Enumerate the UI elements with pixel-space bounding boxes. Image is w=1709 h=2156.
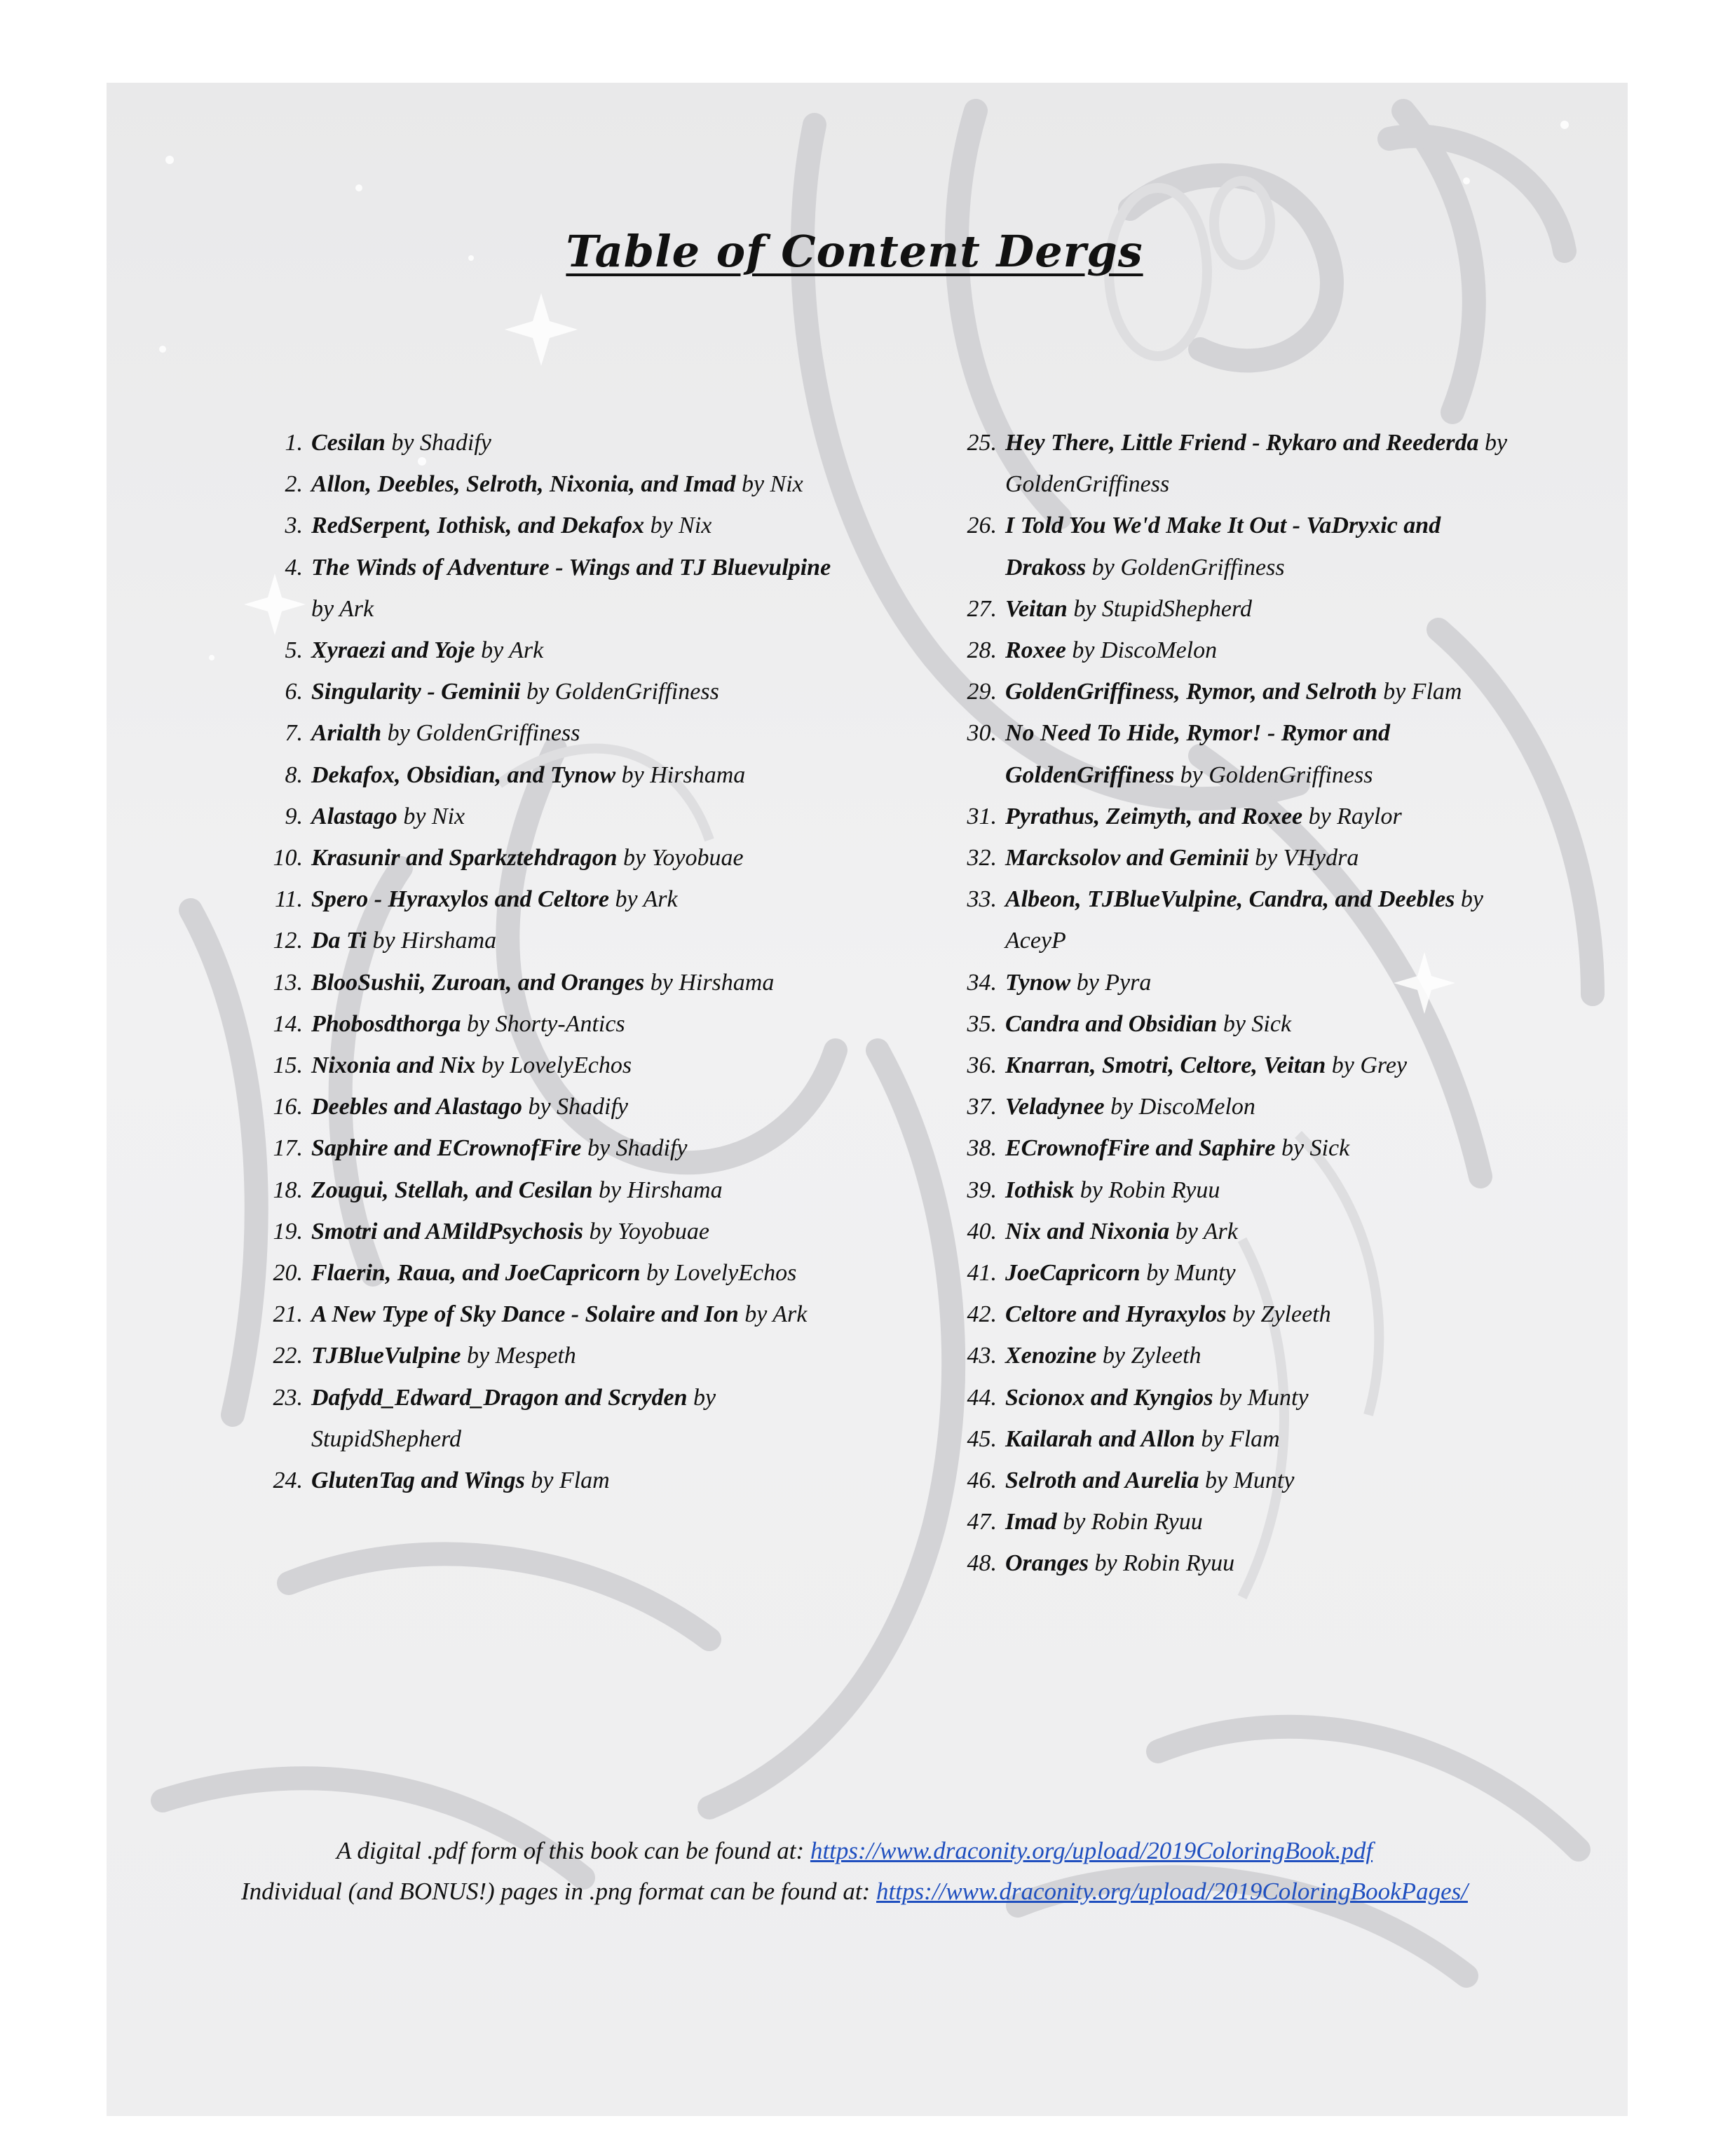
toc-entry-text: [1005, 1086, 1516, 1127]
toc-right-column: [955, 422, 1516, 1585]
toc-entry-title: Knarran, Smotri, Celtore, Veitan: [1005, 1052, 1326, 1079]
toc-left-column: [261, 422, 836, 1501]
toc-entry: [955, 1543, 1516, 1584]
toc-entry-text: [1005, 1294, 1516, 1335]
toc-entry-artist: by LovelyEchos: [481, 1052, 632, 1079]
toc-entry-number: 33.: [967, 886, 997, 913]
toc-entry-artist: by Shorty-Antics: [467, 1010, 625, 1037]
toc-entry: [261, 1169, 836, 1211]
toc-entry-title: Tynow: [1005, 969, 1071, 996]
toc-entry: [261, 712, 836, 754]
toc-entry: [261, 1086, 836, 1127]
toc-entry: [261, 1460, 836, 1501]
toc-entry-number: 20.: [273, 1260, 303, 1287]
toc-entry-title: No Need To Hide, Rymor! - Rymor and GoldenGriffiness: [1005, 720, 1391, 788]
toc-entry-title: Hey There, Little Friend - Rykaro and Reederda: [1005, 430, 1479, 456]
toc-entry-text: [1005, 1127, 1516, 1169]
toc-entry-number: 40.: [967, 1218, 997, 1245]
toc-entry-number: 14.: [273, 1010, 303, 1037]
toc-entry-artist: by Yoyobuae: [623, 845, 744, 872]
toc-entry-artist: by Flam: [1383, 679, 1462, 705]
toc-entry-text: [311, 671, 836, 712]
toc-entry: [261, 879, 836, 920]
toc-entry-number: 23.: [273, 1384, 303, 1411]
toc-entry-text: [311, 463, 836, 505]
toc-entry-text: [1005, 1543, 1516, 1584]
toc-entry-number: 6.: [285, 679, 303, 705]
toc-entry: [955, 1086, 1516, 1127]
toc-entry-title: RedSerpent, Iothisk, and Dekafox: [311, 513, 645, 539]
toc-entry-artist: by Hirshama: [621, 761, 746, 788]
toc-entry-title: Krasunir and Sparkztehdragon: [311, 845, 618, 872]
toc-entry-title: Veitan: [1005, 595, 1068, 622]
toc-entry: [261, 1335, 836, 1376]
toc-entry: [261, 754, 836, 796]
toc-entry: [955, 630, 1516, 671]
png-pages-text: Individual (and BONUS!) pages in .png format can be found at:: [241, 1878, 871, 1905]
toc-entry-text: [311, 1211, 836, 1252]
toc-entry: [261, 1003, 836, 1045]
toc-entry-number: 46.: [967, 1467, 997, 1494]
toc-entry-number: 3.: [285, 513, 303, 539]
toc-entry-number: 8.: [285, 761, 303, 788]
toc-entry-number: 38.: [967, 1135, 997, 1162]
toc-entry: [261, 962, 836, 1003]
toc-entry-title: Flaerin, Raua, and JoeCapricorn: [311, 1260, 641, 1287]
toc-entry-number: 17.: [273, 1135, 303, 1162]
toc-entry-artist: by Nix: [650, 513, 712, 539]
toc-entry-number: 16.: [273, 1094, 303, 1120]
toc-entry-artist: by Hirshama: [599, 1177, 723, 1203]
toc-entry: [261, 422, 836, 463]
toc-entry-number: 7.: [285, 720, 303, 747]
toc-entry-number: 21.: [273, 1301, 303, 1328]
toc-entry-title: Albeon, TJBlueVulpine, Candra, and Deebles: [1005, 886, 1455, 913]
toc-entry: [955, 1294, 1516, 1335]
toc-entry-number: 48.: [967, 1550, 997, 1577]
toc-entry: [955, 1127, 1516, 1169]
toc-entry-text: [1005, 837, 1516, 879]
toc-entry-artist: by Flam: [1201, 1425, 1280, 1452]
toc-entry-title: Dafydd_Edward_Dragon and Scryden: [311, 1384, 688, 1411]
toc-entry-number: 10.: [273, 845, 303, 872]
toc-entry: [261, 630, 836, 671]
toc-entry-artist: by Sick: [1281, 1135, 1350, 1162]
toc-entry-artist: by GoldenGriffiness: [1005, 430, 1508, 498]
toc-entry-title: GlutenTag and Wings: [311, 1467, 525, 1494]
toc-entry-artist: by DiscoMelon: [1110, 1094, 1255, 1120]
toc-entry-text: [1005, 1377, 1516, 1418]
toc-entry: [955, 505, 1516, 588]
toc-entry-artist: by StupidShepherd: [311, 1384, 716, 1452]
toc-entry-number: 30.: [967, 720, 997, 747]
toc-entry: [261, 505, 836, 546]
toc-entry-number: 18.: [273, 1177, 303, 1203]
toc-entry-artist: by Ark: [1175, 1218, 1238, 1245]
toc-entry-title: GoldenGriffiness, Rymor, and Selroth: [1005, 679, 1377, 705]
toc-entry-text: [311, 422, 836, 463]
toc-entry: [955, 1169, 1516, 1211]
toc-entry-title: Alastago: [311, 803, 397, 829]
toc-entry-title: Selroth and Aurelia: [1005, 1467, 1199, 1494]
toc-entry-title: Celtore and Hyraxylos: [1005, 1301, 1227, 1328]
toc-entry: [261, 1377, 836, 1460]
toc-entry-number: 34.: [967, 969, 997, 996]
toc-entry-artist: by Robin Ryuu: [1063, 1509, 1203, 1535]
toc-entry-artist: by GoldenGriffiness: [526, 679, 719, 705]
toc-entry: [955, 1377, 1516, 1418]
toc-entry-title: Nix and Nixonia: [1005, 1218, 1170, 1245]
pdf-download-text: A digital .pdf form of this book can be found at:: [336, 1837, 805, 1864]
toc-entry-text: [311, 962, 836, 1003]
toc-entry-artist: by Ark: [481, 637, 544, 664]
toc-entry-text: [311, 837, 836, 879]
toc-entry: [261, 1211, 836, 1252]
toc-entry-artist: by Zyleeth: [1102, 1343, 1201, 1369]
toc-entry-artist: by LovelyEchos: [646, 1260, 797, 1287]
toc-entry-number: 12.: [273, 928, 303, 954]
toc-entry-text: [311, 1377, 836, 1460]
toc-entry-title: Imad: [1005, 1509, 1057, 1535]
toc-entry-number: 32.: [967, 845, 997, 872]
toc-entry-artist: by Shadify: [391, 430, 491, 456]
toc-entry-artist: by Hirshama: [650, 969, 775, 996]
toc-entry-text: [1005, 796, 1516, 837]
toc-entry-title: Xyraezi and Yoje: [311, 637, 475, 664]
toc-entry-artist: by GoldenGriffiness: [1180, 761, 1373, 788]
toc-entry: [955, 1418, 1516, 1460]
toc-entry-title: Roxee: [1005, 637, 1066, 664]
toc-entry-artist: by Mespeth: [467, 1343, 576, 1369]
toc-entry-number: 24.: [273, 1467, 303, 1494]
toc-entry: [955, 1211, 1516, 1252]
toc-entry-text: [1005, 1045, 1516, 1086]
toc-entry-title: Arialth: [311, 720, 382, 747]
toc-entry-title: I Told You We'd Make It Out - VaDryxic and Drakoss: [1005, 513, 1441, 581]
toc-entry-text: [311, 1003, 836, 1045]
toc-entry-number: 45.: [967, 1425, 997, 1452]
toc-entry-number: 42.: [967, 1301, 997, 1328]
toc-entry-artist: by Zyleeth: [1232, 1301, 1331, 1328]
toc-entry-text: [1005, 1418, 1516, 1460]
toc-entry: [261, 920, 836, 961]
toc-entry-text: [311, 712, 836, 754]
toc-entry-number: 29.: [967, 679, 997, 705]
toc-entry: [261, 1294, 836, 1335]
toc-entry-title: Pyrathus, Zeimyth, and Roxee: [1005, 803, 1303, 829]
toc-entry-artist: by Munty: [1219, 1384, 1309, 1411]
toc-entry: [261, 837, 836, 879]
toc-entry: [955, 1252, 1516, 1294]
toc-entry-artist: by GoldenGriffiness: [1091, 554, 1285, 581]
toc-entry-text: [311, 1460, 836, 1501]
toc-entry-number: 25.: [967, 430, 997, 456]
toc-entry-text: [1005, 1460, 1516, 1501]
toc-entry-text: [311, 630, 836, 671]
toc-entry-title: Singularity - Geminii: [311, 679, 521, 705]
toc-entry-text: [311, 1086, 836, 1127]
toc-entry-text: [311, 1335, 836, 1376]
toc-entry-number: 39.: [967, 1177, 997, 1203]
toc-entry-number: 27.: [967, 595, 997, 622]
toc-entry: [261, 1252, 836, 1294]
toc-entry-number: 41.: [967, 1260, 997, 1287]
toc-entry-text: [311, 796, 836, 837]
toc-entry-artist: by Munty: [1146, 1260, 1236, 1287]
toc-entry-text: [1005, 588, 1516, 630]
toc-entry: [261, 547, 836, 630]
toc-entry-artist: by Grey: [1331, 1052, 1408, 1079]
toc-entry-title: BlooSushii, Zuroan, and Oranges: [311, 969, 645, 996]
toc-entry-text: [1005, 1211, 1516, 1252]
toc-entry-title: Dekafox, Obsidian, and Tynow: [311, 761, 616, 788]
toc-entry-artist: by Hirshama: [372, 928, 497, 954]
toc-entry: [955, 1045, 1516, 1086]
toc-entry-artist: by AceyP: [1005, 886, 1483, 954]
toc-entry-text: [311, 1127, 836, 1169]
toc-entry-text: [1005, 712, 1516, 795]
toc-entry-text: [1005, 1169, 1516, 1211]
toc-entry: [261, 1045, 836, 1086]
toc-entry: [261, 671, 836, 712]
toc-entry-title: JoeCapricorn: [1005, 1260, 1141, 1287]
page-title: Table of Content Dergs: [566, 226, 1143, 277]
toc-entry-artist: by Robin Ryuu: [1094, 1550, 1235, 1577]
toc-entry: [955, 879, 1516, 961]
pdf-download-line: [0, 1837, 1709, 1865]
toc-entry: [955, 796, 1516, 837]
pdf-download-link[interactable]: https://www.draconity.org/upload/2019ColoringBook.pdf: [810, 1837, 1373, 1864]
toc-entry-text: [1005, 962, 1516, 1003]
toc-entry-text: [1005, 671, 1516, 712]
toc-entry-number: 19.: [273, 1218, 303, 1245]
toc-entry-title: Cesilan: [311, 430, 386, 456]
toc-entry-number: 47.: [967, 1509, 997, 1535]
toc-entry-title: Smotri and AMildPsychosis: [311, 1218, 583, 1245]
toc-entry: [261, 1127, 836, 1169]
toc-entry-title: Veladynee: [1005, 1094, 1105, 1120]
toc-entry-number: 2.: [285, 471, 303, 498]
toc-entry-text: [311, 920, 836, 961]
toc-entry-text: [311, 505, 836, 546]
toc-entry-title: Nixonia and Nix: [311, 1052, 476, 1079]
toc-entry-artist: by VHydra: [1255, 845, 1359, 872]
toc-entry-number: 37.: [967, 1094, 997, 1120]
toc-entry-text: [1005, 1501, 1516, 1543]
toc-entry-title: Iothisk: [1005, 1177, 1075, 1203]
toc-entry-title: Kailarah and Allon: [1005, 1425, 1195, 1452]
toc-entry-title: Spero - Hyraxylos and Celtore: [311, 886, 609, 913]
toc-entry-artist: by Munty: [1204, 1467, 1295, 1494]
toc-entry-number: 35.: [967, 1010, 997, 1037]
toc-entry-artist: by Pyra: [1076, 969, 1152, 996]
toc-entry-text: [311, 1045, 836, 1086]
toc-entry-number: 43.: [967, 1343, 997, 1369]
toc-entry-title: Scionox and Kyngios: [1005, 1384, 1213, 1411]
toc-entry-number: 28.: [967, 637, 997, 664]
toc-entry-text: [311, 754, 836, 796]
toc-entry-title: Candra and Obsidian: [1005, 1010, 1218, 1037]
toc-entry-text: [1005, 1003, 1516, 1045]
toc-entry: [261, 463, 836, 505]
toc-entry: [955, 837, 1516, 879]
toc-entry-artist: by Yoyobuae: [589, 1218, 709, 1245]
toc-entry-artist: by Shadify: [528, 1094, 629, 1120]
toc-entry-number: 1.: [285, 430, 303, 456]
toc-entry-number: 13.: [273, 969, 303, 996]
toc-entry-title: Oranges: [1005, 1550, 1089, 1577]
toc-entry-artist: by Ark: [744, 1301, 808, 1328]
toc-entry-text: [311, 547, 836, 630]
toc-entry: [955, 1460, 1516, 1501]
toc-entry-number: 26.: [967, 513, 997, 539]
toc-entry-artist: by Ark: [615, 886, 678, 913]
toc-entry-text: [311, 1294, 836, 1335]
toc-entry-title: ECrownofFire and Saphire: [1005, 1135, 1276, 1162]
toc-entry-title: Saphire and ECrownofFire: [311, 1135, 582, 1162]
toc-entry: [955, 712, 1516, 795]
toc-entry: [955, 962, 1516, 1003]
toc-entry-title: The Winds of Adventure - Wings and TJ Bluevulpine: [311, 554, 831, 581]
toc-entry-artist: by DiscoMelon: [1072, 637, 1218, 664]
toc-entry-artist: by Sick: [1223, 1010, 1292, 1037]
toc-entry-title: Marcksolov and Geminii: [1005, 845, 1249, 872]
toc-entry-number: 15.: [273, 1052, 303, 1079]
toc-entry-artist: by Raylor: [1308, 803, 1402, 829]
toc-entry-number: 44.: [967, 1384, 997, 1411]
toc-entry: [955, 1501, 1516, 1543]
toc-entry-title: Allon, Deebles, Selroth, Nixonia, and Imad: [311, 471, 736, 498]
toc-entry-number: 5.: [285, 637, 303, 664]
toc-entry: [955, 1335, 1516, 1376]
toc-entry-text: [1005, 422, 1516, 505]
toc-entry-number: 31.: [967, 803, 997, 829]
toc-entry-artist: by GoldenGriffiness: [387, 720, 580, 747]
toc-entry-text: [311, 879, 836, 920]
toc-entry-text: [1005, 505, 1516, 588]
toc-entry-title: Phobosdthorga: [311, 1010, 461, 1037]
toc-entry-artist: by Nix: [741, 471, 803, 498]
toc-entry-text: [1005, 1335, 1516, 1376]
toc-entry-text: [311, 1252, 836, 1294]
toc-entry-number: 36.: [967, 1052, 997, 1079]
toc-entry-title: TJBlueVulpine: [311, 1343, 461, 1369]
png-pages-line: [0, 1878, 1709, 1906]
toc-entry-text: [1005, 879, 1516, 961]
toc-entry-artist: by Ark: [311, 595, 374, 622]
toc-entry-number: 22.: [273, 1343, 303, 1369]
toc-entry-title: A New Type of Sky Dance - Solaire and Ion: [311, 1301, 739, 1328]
toc-entry-text: [311, 1169, 836, 1211]
toc-entry-artist: by Flam: [531, 1467, 610, 1494]
toc-entry: [955, 671, 1516, 712]
toc-entry-artist: by Nix: [403, 803, 465, 829]
toc-entry-artist: by Shadify: [587, 1135, 688, 1162]
toc-entry-number: 4.: [285, 554, 303, 581]
toc-entry: [955, 1003, 1516, 1045]
toc-entry: [955, 422, 1516, 505]
toc-entry: [955, 588, 1516, 630]
toc-entry-artist: by StupidShepherd: [1073, 595, 1252, 622]
toc-entry: [261, 796, 836, 837]
toc-entry-number: 9.: [285, 803, 303, 829]
toc-entry-title: Deebles and Alastago: [311, 1094, 522, 1120]
toc-entry-title: Da Ti: [311, 928, 367, 954]
toc-entry-text: [1005, 630, 1516, 671]
toc-entry-artist: by Robin Ryuu: [1080, 1177, 1220, 1203]
toc-entry-number: 11.: [275, 886, 303, 913]
toc-entry-text: [1005, 1252, 1516, 1294]
png-pages-link[interactable]: https://www.draconity.org/upload/2019ColoringBookPages/: [876, 1878, 1468, 1905]
toc-entry-title: Zougui, Stellah, and Cesilan: [311, 1177, 593, 1203]
toc-entry-title: Xenozine: [1005, 1343, 1097, 1369]
